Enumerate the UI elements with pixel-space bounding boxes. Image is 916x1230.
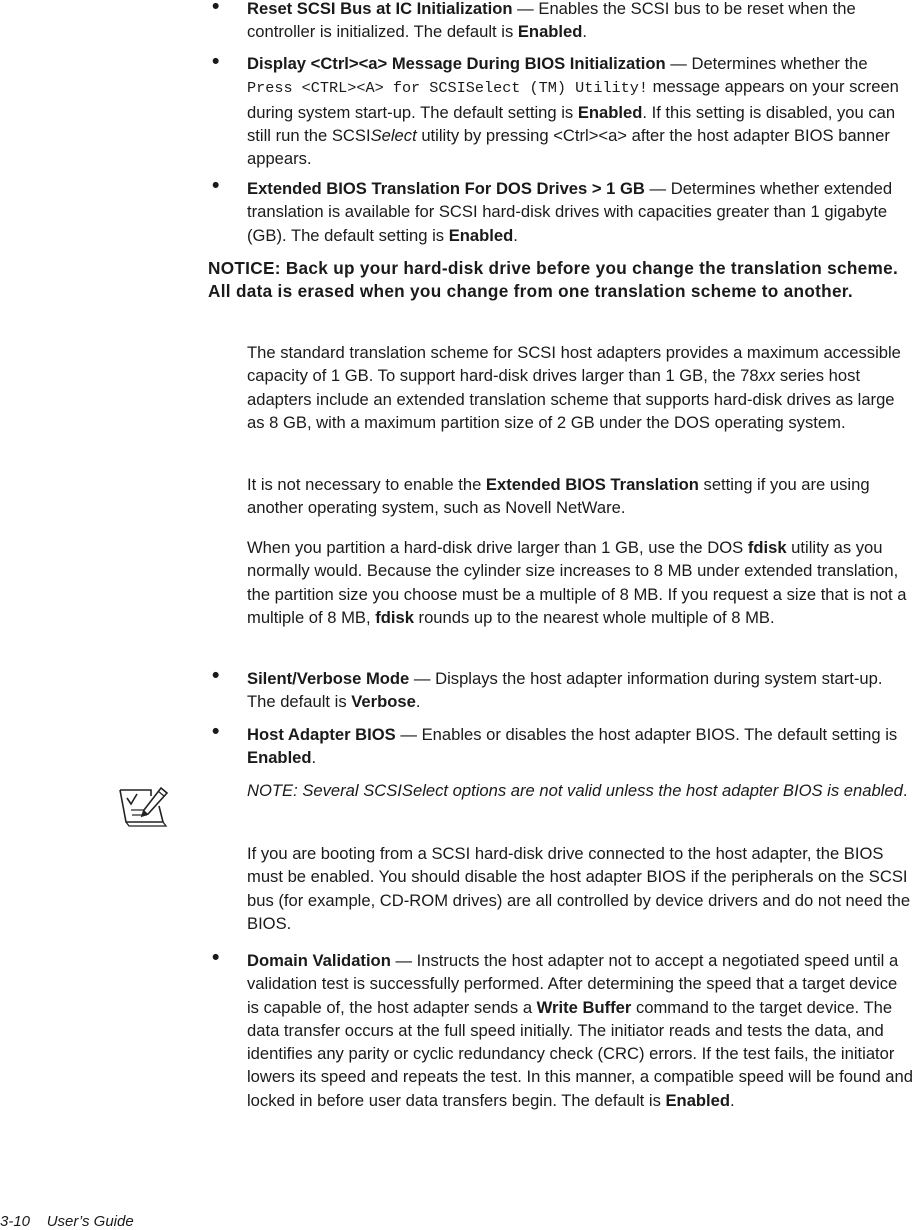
monospace-message: Press <CTRL><A> for SCSISelect (TM) Utility! — [247, 79, 649, 98]
paragraph-standard-translation: The standard translation scheme for SCSI host adapters provides a maximum accessible capacity of 1 GB. To support hard-disk drives larger than 1 GB, the 78xx series host adapters include an extended translation scheme that supports hard-disk drives as large as 8 GB, with a maximum partition size of 2 GB under the DOS operating system. — [247, 343, 901, 432]
paragraph-not-necessary: It is not necessary to enable the Extended BIOS Translation setting if you are using another operating system, such as Novell NetWare. — [247, 475, 870, 518]
list-item-reset-scsi: Reset SCSI Bus at IC Initialization — Enables the SCSI bus to be reset when the controller is initialized. The default is Enabled. — [247, 0, 856, 42]
item-title: Extended BIOS Translation For DOS Drives > 1 GB — [247, 179, 645, 198]
list-item-silent-verbose: Silent/Verbose Mode — Displays the host adapter information during system start-up. The default is Verbose. — [247, 669, 883, 712]
bullet-marker: • — [212, 946, 220, 969]
notice-warning: NOTICE: Back up your hard-disk drive before you change the translation scheme. All data is erased when you change from one translation scheme to another. — [208, 258, 899, 302]
bullet-marker: • — [212, 0, 220, 18]
item-title: Domain Validation — [247, 951, 391, 970]
note-text: NOTE: Several SCSISelect options are not valid unless the host adapter BIOS is enabled. — [247, 781, 908, 800]
page-number: 3-10 — [0, 1213, 31, 1230]
footer-title: User’s Guide — [46, 1213, 134, 1230]
list-item-domain-validation: Domain Validation — Instructs the host adapter not to accept a negotiated speed until a validation test is successfully performed. After determining the speed that a target device is capable of, the host adapter sends a Write Buffer command to the target device. The data transfer occurs at the full speed initially. The initiator reads and tests the data, and identifies any parity or cyclic redundancy check (CRC) errors. If the test fails, the initiator lowers its speed and repeats the test. In this manner, a compatible speed will be found and locked in before user data transfers begin. The default is Enabled. — [247, 951, 913, 1110]
list-item-display-message: Display <Ctrl><a> Message During BIOS Initialization — Determines whether the Press <CTRL><A> for SCSISelect (TM) Utility! message appears on your screen during system start-up. The default setting is Enabled. If this setting is disabled, you can still run the SCSISelect utility by pressing <Ctrl><a> after the host adapter BIOS banner appears. — [247, 54, 899, 169]
item-title: Reset SCSI Bus at IC Initialization — [247, 0, 513, 18]
item-title: Host Adapter BIOS — [247, 725, 396, 744]
list-item-host-adapter-bios: Host Adapter BIOS — Enables or disables the host adapter BIOS. The default setting is Enabled. — [247, 725, 898, 768]
list-item-extended-bios: Extended BIOS Translation For DOS Drives > 1 GB — Determines whether extended translation is available for SCSI hard-disk drives with capacities greater than 1 gigabyte (GB). The default setting is Enabled. — [247, 179, 893, 245]
bullet-marker: • — [212, 174, 220, 197]
item-title: Silent/Verbose Mode — [247, 669, 410, 688]
page-footer — [0, 1213, 134, 1230]
bullet-marker: • — [212, 50, 220, 73]
bullet-marker: • — [212, 720, 220, 743]
note-pencil-icon — [117, 784, 169, 832]
bullet-marker: • — [212, 664, 220, 687]
paragraph-fdisk: When you partition a hard-disk drive larger than 1 GB, use the DOS fdisk utility as you normally would. Because the cylinder size increases to 8 MB under extended translation, the partition size you choose must be a multiple of 8 MB. If you request a size that is not a multiple of 8 MB, fdisk rounds up to the nearest whole multiple of 8 MB. — [247, 538, 907, 627]
item-title: Display <Ctrl><a> Message During BIOS Initialization — [247, 54, 666, 73]
paragraph-booting: If you are booting from a SCSI hard-disk drive connected to the host adapter, the BIOS must be enabled. You should disable the host adapter BIOS if the peripherals on the SCSI bus (for example, CD-ROM drives) are all controlled by device drivers and do not need the BIOS. — [247, 844, 911, 933]
